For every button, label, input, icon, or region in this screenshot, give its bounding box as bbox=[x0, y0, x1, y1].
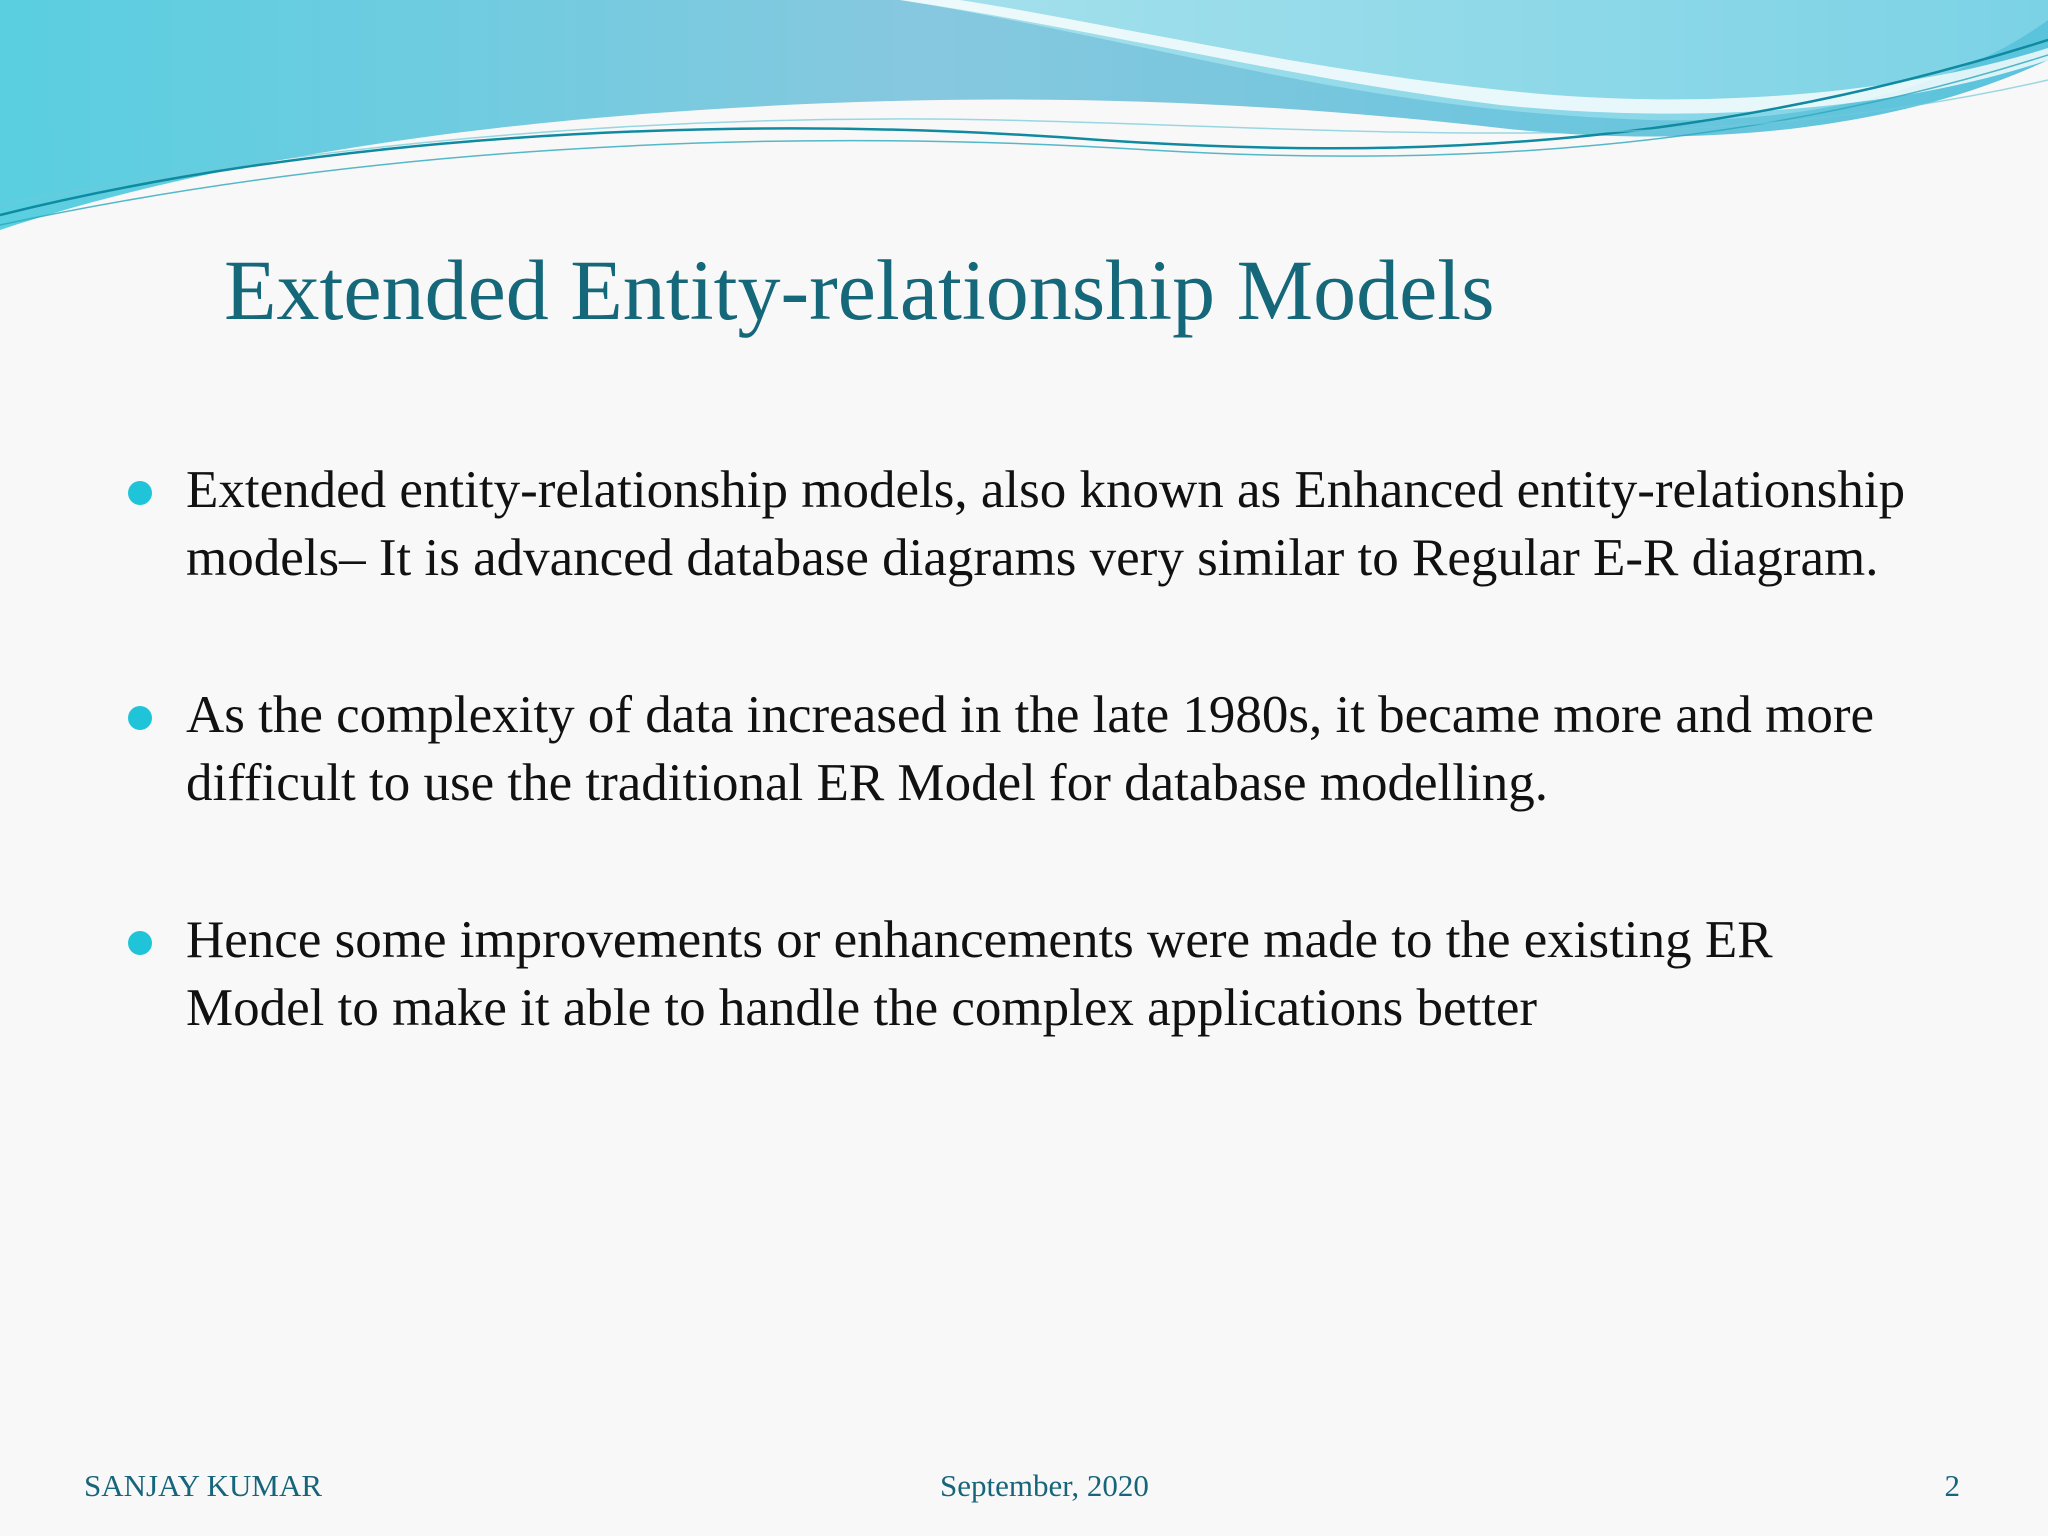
bullet-text: Extended entity-relationship models, also known as Enhanced entity-relationship models– It is advanced database diagrams very similar to Regular E-R diagram. bbox=[186, 461, 1906, 587]
header-wave-decoration bbox=[0, 0, 2048, 240]
bullet-item bbox=[128, 906, 1908, 1042]
footer-author: SANJAY KUMAR bbox=[84, 1468, 323, 1503]
bullet-text: As the complexity of data increased in the late 1980s, it became more and more difficult to use the traditional ER Model for database modelling. bbox=[186, 686, 1875, 812]
bullet-item bbox=[128, 681, 1908, 817]
bullet-text: Hence some improvements or enhancements were made to the existing ER Model to make it able to handle the complex applications better bbox=[186, 911, 1773, 1037]
bullet-dot-icon bbox=[128, 706, 152, 730]
bullet-dot-icon bbox=[128, 481, 152, 505]
footer-page-number: 2 bbox=[1944, 1468, 1960, 1503]
bullet-list bbox=[128, 456, 1908, 1042]
slide-title: Extended Entity-relationship Models bbox=[224, 242, 1495, 338]
footer-date: September, 2020 bbox=[940, 1468, 1149, 1503]
bullet-item bbox=[128, 456, 1908, 592]
bullet-dot-icon bbox=[128, 931, 152, 955]
